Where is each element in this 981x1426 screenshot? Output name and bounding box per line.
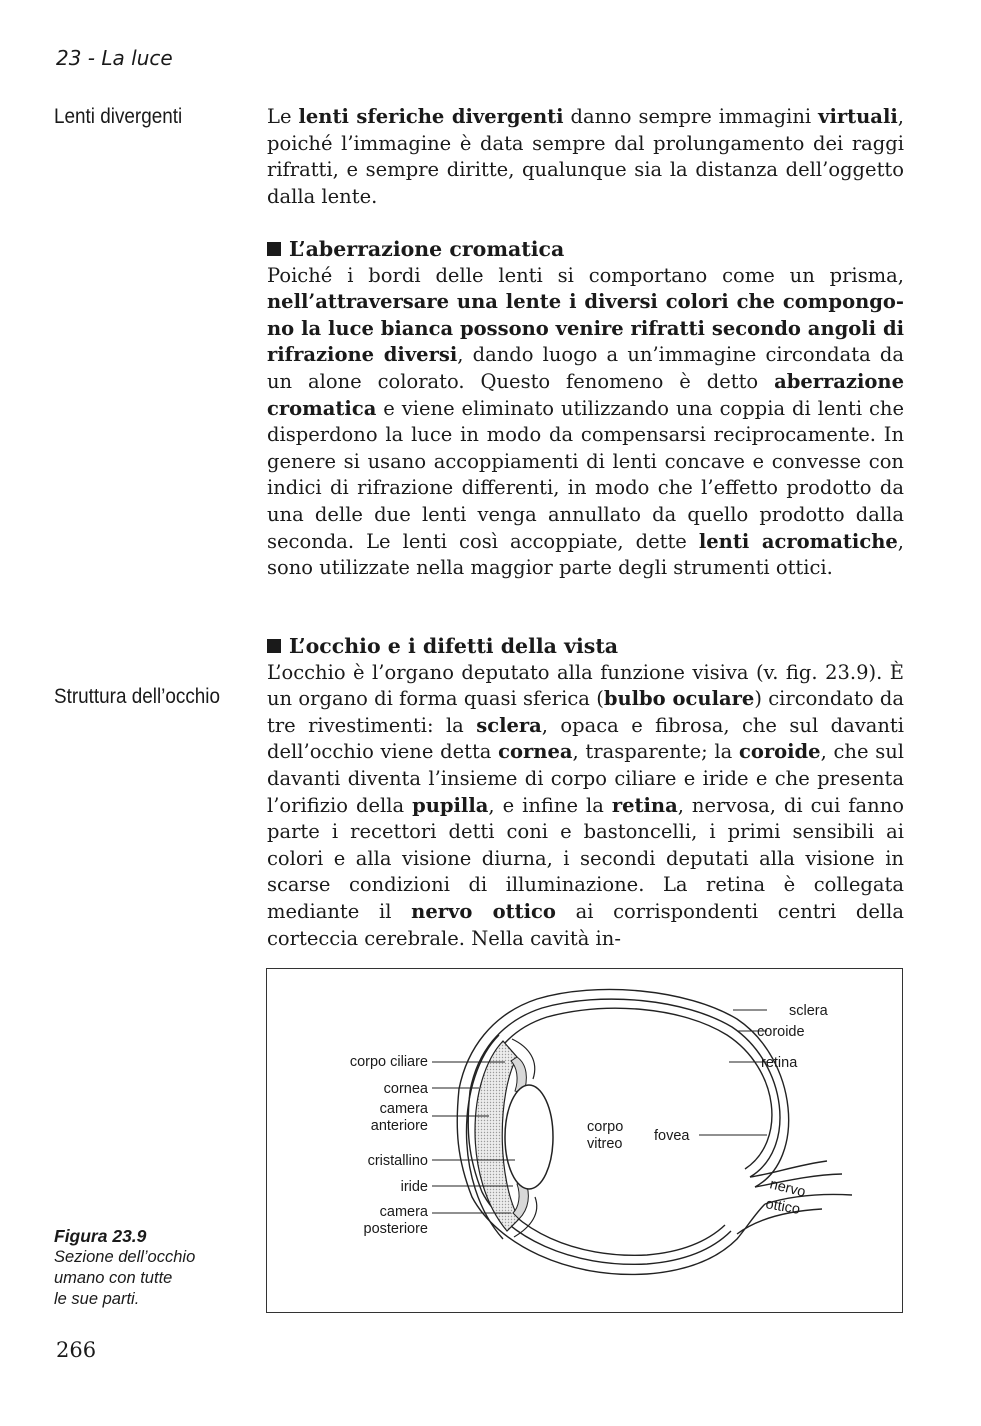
label-camera-anteriore-1: camera <box>379 1101 428 1117</box>
text-run: L’occhio è l’organo deputato alla funzione visiva (v. fig. 23.9). È un organo di forma quasi sferica ( <box>267 660 904 711</box>
bold-term: nervo ottico <box>411 899 556 923</box>
text-run: , dando luogo a un’immagine circondata da un alone colorato. Questo fenomeno è detto <box>267 343 904 393</box>
label-iride: iride <box>400 1179 428 1195</box>
section-aberrazione <box>267 236 904 582</box>
running-head: 23 - La luce <box>56 46 173 70</box>
label-coroide: coroide <box>757 1024 805 1040</box>
label-cornea: cornea <box>383 1081 428 1097</box>
paragraph-aberrazione <box>267 263 904 582</box>
label-corpo-vitreo-2: vitreo <box>587 1136 623 1152</box>
label-retina: retina <box>761 1055 798 1071</box>
bold-term: lenti sferiche divergenti <box>298 105 564 128</box>
lens <box>505 1085 553 1189</box>
page-number: 266 <box>56 1338 97 1362</box>
section-heading <box>267 633 904 660</box>
figure-caption-line: le sue parti. <box>54 1290 140 1308</box>
label-nervo: nervo <box>768 1176 808 1201</box>
text-run: ai corrispondenti centri della corteccia cerebrale. Nella cavità in- <box>267 899 904 950</box>
label-sclera: sclera <box>789 1003 828 1019</box>
paragraph-occhio <box>267 660 904 953</box>
margin-note-lenti-divergenti: Lenti divergenti <box>54 105 183 128</box>
section-occhio <box>267 633 904 952</box>
text-run: , poiché l’immagine è data sempre dal prolungamento dei raggi rifratti, e sempre diritte, qualunque sia la distanza dell’oggetto dalla lente. <box>267 105 904 208</box>
text-run: , che sul davanti diventa l’insieme di corpo ciliare e iride e che presenta l’orifizio della <box>267 740 905 817</box>
label-camera-posteriore-1: camera <box>379 1204 428 1220</box>
label-corpo-vitreo-1: corpo <box>587 1119 624 1135</box>
text-run: , opaca e fibrosa, che sul davanti dell’occhio viene detta <box>267 713 904 764</box>
label-cristallino: cristallino <box>367 1153 428 1169</box>
label-ottico: ottico <box>764 1196 802 1218</box>
bold-term: retina <box>611 793 678 817</box>
text-run: e viene eliminato utilizzando una coppia di lenti che disperdono la luce in modo da compensarsi reciprocamente. In genere si usano accoppiamenti di lenti concave e convesse con indici di rifrazione differenti, in modo che l’effetto prodotto da una delle due lenti venga annullato da quello prodotto dalla seconda. Le lenti così accoppiate, dette <box>267 396 904 553</box>
label-corpo-ciliare: corpo ciliare <box>349 1054 428 1070</box>
bold-term: pupilla <box>412 793 489 817</box>
optic-nerve-inner <box>750 1161 827 1177</box>
bold-term: virtuali <box>818 105 898 128</box>
bold-term: coroide <box>738 740 821 764</box>
text-run: danno sempre immagini <box>563 105 819 128</box>
section-heading-text: L’occhio e i difetti della vista <box>289 634 619 658</box>
section-heading <box>267 236 904 263</box>
text-run: Le <box>267 105 299 128</box>
figure-caption-line: umano con tutte <box>54 1269 173 1287</box>
figure-caption-title: Figura 23.9 <box>54 1226 147 1246</box>
label-fovea: fovea <box>654 1128 690 1144</box>
eye-diagram-figure <box>266 968 903 1313</box>
section-heading-text: L’aberrazione cromatica <box>289 237 565 261</box>
text-run: , e infine la <box>488 793 612 817</box>
text-run: ) circondato da tre rivestimenti: la <box>267 687 905 737</box>
text-run: , nervosa, di cui fanno parte i recettori detti coni e bastoncelli, i primi sensibili ai colori e alla visione diurna, i secondi deputati alla visione in scarse condizioni di illuminazione. La retina è collegata mediante il <box>267 793 904 923</box>
text-run: Poiché i bordi delle lenti si comportano come un prisma, <box>267 263 904 287</box>
figure-caption <box>54 1226 195 1310</box>
text-run: , trasparente; la <box>572 740 739 764</box>
eye-diagram <box>267 969 904 1314</box>
bold-term: aberrazione cromatica <box>267 369 904 420</box>
label-camera-anteriore-2: anteriore <box>370 1118 428 1134</box>
bold-term: nell’attraversare una lente i diversi colori che compongono la luce bianca possono venire rifratti secondo angoli di rifrazione diversi <box>267 290 904 367</box>
square-bullet-icon <box>267 242 281 256</box>
figure-caption-line: Sezione dell’occhio <box>54 1248 196 1266</box>
margin-note-struttura-occhio: Struttura dell’occhio <box>54 685 220 708</box>
square-bullet-icon <box>267 639 281 653</box>
text-run: , sono utilizzate nella maggior parte degli strumenti ottici. <box>267 529 904 580</box>
paragraph-lenti-divergenti <box>267 104 904 210</box>
bold-term: cornea <box>498 740 573 764</box>
bold-term: sclera <box>476 713 542 737</box>
bold-term: lenti acromatiche <box>698 529 898 553</box>
bold-term: bulbo oculare <box>603 687 755 711</box>
label-camera-posteriore-2: posteriore <box>363 1221 428 1237</box>
